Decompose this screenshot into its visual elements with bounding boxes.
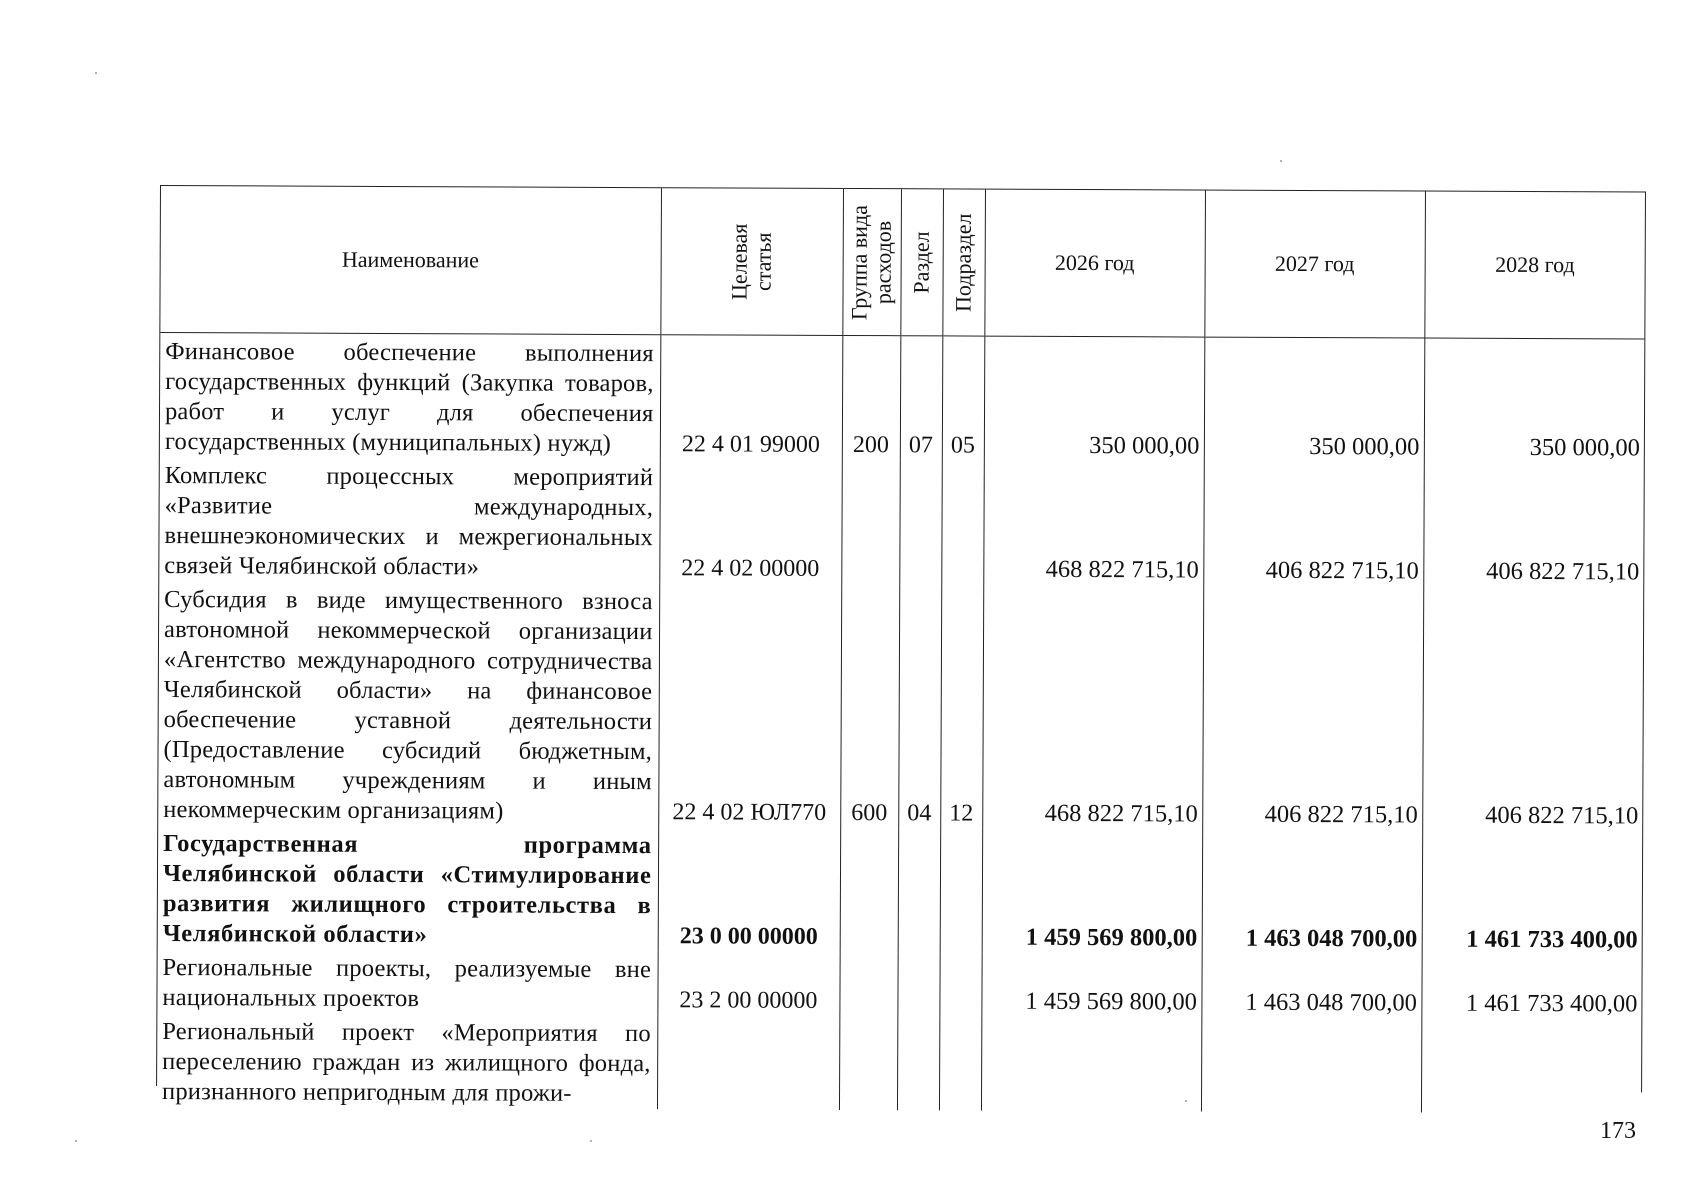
row-section bbox=[898, 828, 941, 952]
row-target-article: 22 4 02 ЮЛ770 bbox=[658, 583, 841, 828]
row-target-article: 23 0 00 00000 bbox=[658, 827, 841, 952]
row-amount-2028 bbox=[1421, 1019, 1641, 1114]
row-expense-group bbox=[840, 828, 899, 952]
row-amount-2026: 350 000,00 bbox=[984, 336, 1205, 461]
row-target-article: 22 4 01 99000 bbox=[660, 335, 843, 460]
row-expense-group: 200 bbox=[842, 335, 901, 460]
row-amount-2027: 406 822 715,10 bbox=[1202, 586, 1423, 831]
row-section bbox=[897, 952, 939, 1016]
row-expense-group: 600 bbox=[840, 584, 899, 828]
header-subsection: Подраздел bbox=[942, 189, 985, 336]
row-amount-2026: 1 459 569 800,00 bbox=[982, 829, 1203, 954]
table-row bbox=[158, 581, 1643, 831]
row-target-article: 23 2 00 00000 bbox=[657, 951, 839, 1016]
row-section: 07 bbox=[900, 336, 943, 461]
table-row bbox=[157, 949, 1641, 1019]
table-header-row bbox=[160, 186, 1645, 339]
row-expense-group bbox=[839, 952, 897, 1016]
row-amount-2026: 468 822 715,10 bbox=[982, 585, 1203, 830]
row-amount-2028: 1 461 733 400,00 bbox=[1421, 955, 1641, 1020]
table-row bbox=[159, 457, 1644, 587]
table-row-program bbox=[158, 825, 1643, 955]
row-expense-group bbox=[839, 1016, 897, 1110]
row-name: Региональные проекты, реализуемые вне национальных проектов bbox=[162, 954, 652, 1013]
row-subsection bbox=[941, 460, 984, 584]
row-subsection: 05 bbox=[942, 336, 985, 461]
row-amount-2028: 406 822 715,10 bbox=[1423, 463, 1644, 588]
scan-speck bbox=[75, 1140, 77, 1142]
row-name: Комплекс процессных мероприятий «Развитие международных, внешнеэкономических и межрегиональных связей Челябинской области» bbox=[164, 462, 654, 581]
row-amount-2027 bbox=[1201, 1018, 1421, 1113]
page-number: 173 bbox=[1600, 1118, 1636, 1144]
header-expense-group: Группа вида расходов bbox=[842, 189, 901, 336]
row-target-article: 22 4 02 00000 bbox=[659, 459, 842, 584]
row-target-article bbox=[657, 1015, 839, 1110]
row-amount-2026: 1 459 569 800,00 bbox=[981, 953, 1201, 1018]
row-name: Финансовое обеспечение выполнения государственных функций (Закупка товаров, работ и услуг для обеспечения государственных (муниципальных) нужд) bbox=[164, 338, 654, 457]
row-amount-2026 bbox=[981, 1017, 1201, 1112]
row-name: Субсидия в виде имущественного взноса автономной некоммерческой организации «Агентство международного сотрудничества Челябинской области» на финансовое обеспечение уставной деятельности (Предоставление субсидий бюджетным, автономным учреждениям и иным некоммерческим организациям) bbox=[163, 586, 653, 825]
budget-table-sheet bbox=[156, 185, 1646, 1107]
row-subsection bbox=[940, 828, 983, 952]
row-subsection bbox=[939, 952, 981, 1016]
row-amount-2028: 1 461 733 400,00 bbox=[1422, 831, 1643, 956]
row-subsection bbox=[939, 1016, 981, 1110]
row-name: Государственная программа Челябинской области «Стимулирование развития жилищного строительства в Челябинской области» bbox=[162, 830, 652, 949]
row-amount-2026: 468 822 715,10 bbox=[983, 461, 1204, 586]
header-year-2027: 2027 год bbox=[1204, 191, 1425, 338]
scan-speck bbox=[590, 1140, 592, 1142]
row-amount-2028: 406 822 715,10 bbox=[1422, 587, 1643, 832]
header-target-article: Целевая статья bbox=[660, 188, 843, 335]
row-expense-group bbox=[841, 460, 900, 584]
scan-speck bbox=[1185, 1100, 1187, 1102]
row-section bbox=[899, 460, 942, 584]
row-amount-2027: 406 822 715,10 bbox=[1203, 462, 1424, 587]
header-name: Наименование bbox=[160, 186, 661, 335]
table-row bbox=[157, 1013, 1641, 1113]
row-amount-2028: 350 000,00 bbox=[1424, 338, 1645, 463]
row-name: Региональный проект «Мероприятия по переселению граждан из жилищного фонда, признанного непригодным для прожи- bbox=[161, 1018, 651, 1107]
table-row bbox=[160, 333, 1645, 464]
budget-table bbox=[157, 186, 1645, 1113]
row-amount-2027: 350 000,00 bbox=[1204, 337, 1425, 462]
header-year-2026: 2026 год bbox=[984, 190, 1205, 337]
row-section: 04 bbox=[898, 584, 941, 828]
scan-speck bbox=[1280, 160, 1282, 162]
scan-speck bbox=[95, 72, 97, 74]
row-section bbox=[897, 1016, 939, 1110]
row-amount-2027: 1 463 048 700,00 bbox=[1201, 954, 1421, 1019]
row-subsection: 12 bbox=[940, 584, 983, 828]
row-amount-2027: 1 463 048 700,00 bbox=[1202, 830, 1423, 955]
header-year-2028: 2028 год bbox=[1424, 192, 1645, 339]
header-section: Раздел bbox=[900, 189, 943, 336]
